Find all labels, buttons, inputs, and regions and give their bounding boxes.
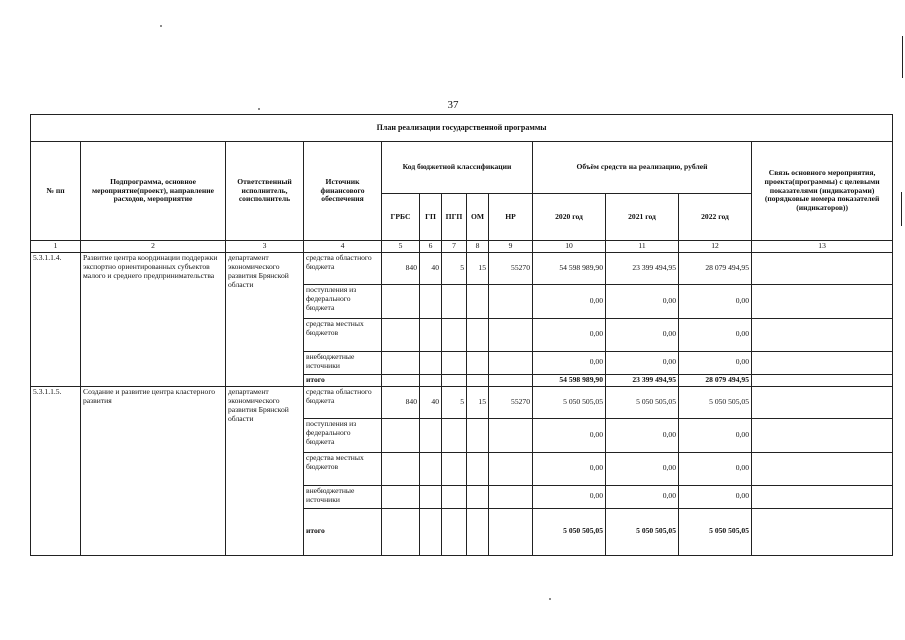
cell-om bbox=[467, 452, 489, 485]
activity-name: Создание и развитие центра кластерного развития bbox=[81, 386, 226, 555]
funding-source: средства местных бюджетов bbox=[304, 452, 382, 485]
activity-name: Развитие центра координации поддержки экспортно ориентированных субъектов малого и среднего предпринимательства bbox=[81, 252, 226, 386]
cell-pgp bbox=[442, 318, 467, 351]
column-number: 7 bbox=[442, 241, 467, 253]
header-volume: Объём средств на реализацию, рублей bbox=[533, 142, 752, 194]
cell-nr bbox=[489, 374, 533, 386]
cell-nr bbox=[489, 452, 533, 485]
cell-grbs: 840 bbox=[382, 386, 420, 418]
scan-edge-mark bbox=[902, 36, 903, 78]
cell-2020: 54 598 989,90 bbox=[533, 252, 606, 284]
header-budget-code: Код бюджетной классификации bbox=[382, 142, 533, 194]
column-number: 9 bbox=[489, 241, 533, 253]
cell-grbs bbox=[382, 508, 420, 555]
column-number: 2 bbox=[81, 241, 226, 253]
funding-source: внебюджетные источники bbox=[304, 351, 382, 374]
cell-2020: 54 598 989,90 bbox=[533, 374, 606, 386]
table-title: План реализации государственной программы bbox=[31, 115, 893, 142]
column-number: 11 bbox=[606, 241, 679, 253]
funding-source: средства областного бюджета bbox=[304, 386, 382, 418]
cell-gp bbox=[420, 452, 442, 485]
cell-2022: 0,00 bbox=[679, 284, 752, 318]
cell-2021: 0,00 bbox=[606, 452, 679, 485]
cell-indicator-link bbox=[752, 351, 893, 374]
cell-grbs: 840 bbox=[382, 252, 420, 284]
cell-nr bbox=[489, 351, 533, 374]
funding-source: внебюджетные источники bbox=[304, 485, 382, 508]
cell-indicator-link bbox=[752, 485, 893, 508]
table-row bbox=[31, 252, 893, 284]
funding-source: поступления из федерального бюджета bbox=[304, 284, 382, 318]
cell-2020: 0,00 bbox=[533, 418, 606, 452]
cell-2020: 0,00 bbox=[533, 485, 606, 508]
cell-indicator-link bbox=[752, 386, 893, 418]
cell-nr bbox=[489, 418, 533, 452]
cell-2020: 5 050 505,05 bbox=[533, 508, 606, 555]
cell-grbs bbox=[382, 318, 420, 351]
responsible-executor: департамент экономического развития Брянской области bbox=[226, 386, 304, 555]
column-number: 13 bbox=[752, 241, 893, 253]
cell-indicator-link bbox=[752, 284, 893, 318]
cell-gp bbox=[420, 318, 442, 351]
cell-pgp bbox=[442, 508, 467, 555]
cell-2021: 0,00 bbox=[606, 351, 679, 374]
cell-2021: 0,00 bbox=[606, 485, 679, 508]
column-number: 5 bbox=[382, 241, 420, 253]
header-num: № пп bbox=[31, 142, 81, 241]
cell-pgp bbox=[442, 452, 467, 485]
cell-gp: 40 bbox=[420, 252, 442, 284]
funding-source: поступления из федерального бюджета bbox=[304, 418, 382, 452]
header-pgp: ПГП bbox=[442, 194, 467, 241]
column-number: 4 bbox=[304, 241, 382, 253]
cell-nr bbox=[489, 318, 533, 351]
cell-indicator-link bbox=[752, 508, 893, 555]
scan-speck bbox=[258, 108, 260, 110]
cell-gp bbox=[420, 508, 442, 555]
cell-om bbox=[467, 318, 489, 351]
cell-gp bbox=[420, 351, 442, 374]
cell-2022: 28 079 494,95 bbox=[679, 374, 752, 386]
cell-2022: 0,00 bbox=[679, 452, 752, 485]
table-row bbox=[31, 386, 893, 418]
header-responsible: Ответственный исполнитель, соисполнитель bbox=[226, 142, 304, 241]
cell-2022: 0,00 bbox=[679, 485, 752, 508]
cell-2020: 0,00 bbox=[533, 351, 606, 374]
scan-edge-mark bbox=[901, 192, 902, 226]
header-link: Связь основного мероприятия, проекта(программы) с целевыми показателями (индикаторами) (порядковые номера показателей (индикаторов)) bbox=[752, 142, 893, 241]
scan-speck bbox=[549, 598, 551, 600]
cell-nr: 55270 bbox=[489, 386, 533, 418]
cell-pgp bbox=[442, 485, 467, 508]
header-gp: ГП bbox=[420, 194, 442, 241]
cell-nr: 55270 bbox=[489, 252, 533, 284]
cell-2022: 0,00 bbox=[679, 351, 752, 374]
row-number: 5.3.1.1.5. bbox=[31, 386, 81, 555]
cell-grbs bbox=[382, 351, 420, 374]
cell-2020: 5 050 505,05 bbox=[533, 386, 606, 418]
cell-pgp: 5 bbox=[442, 386, 467, 418]
funding-source: средства местных бюджетов bbox=[304, 318, 382, 351]
header-2022: 2022 год bbox=[679, 194, 752, 241]
plan-table bbox=[30, 114, 893, 556]
cell-pgp bbox=[442, 351, 467, 374]
cell-indicator-link bbox=[752, 418, 893, 452]
total-label: итого bbox=[304, 508, 382, 555]
column-number: 10 bbox=[533, 241, 606, 253]
cell-om bbox=[467, 284, 489, 318]
cell-pgp bbox=[442, 284, 467, 318]
cell-2022: 28 079 494,95 bbox=[679, 252, 752, 284]
column-number: 6 bbox=[420, 241, 442, 253]
cell-gp bbox=[420, 418, 442, 452]
cell-grbs bbox=[382, 485, 420, 508]
header-2021: 2021 год bbox=[606, 194, 679, 241]
cell-2021: 0,00 bbox=[606, 418, 679, 452]
cell-indicator-link bbox=[752, 318, 893, 351]
cell-om bbox=[467, 508, 489, 555]
cell-gp: 40 bbox=[420, 386, 442, 418]
cell-gp bbox=[420, 284, 442, 318]
cell-grbs bbox=[382, 452, 420, 485]
cell-om: 15 bbox=[467, 386, 489, 418]
cell-pgp bbox=[442, 418, 467, 452]
responsible-executor: департамент экономического развития Брянской области bbox=[226, 252, 304, 386]
cell-nr bbox=[489, 508, 533, 555]
cell-2020: 0,00 bbox=[533, 452, 606, 485]
column-number: 3 bbox=[226, 241, 304, 253]
cell-nr bbox=[489, 284, 533, 318]
cell-om: 15 bbox=[467, 252, 489, 284]
header-nr: НР bbox=[489, 194, 533, 241]
header-source: Источник финансового обеспечения bbox=[304, 142, 382, 241]
scan-speck bbox=[160, 25, 162, 27]
cell-grbs bbox=[382, 284, 420, 318]
cell-om bbox=[467, 485, 489, 508]
header-subprogram: Подпрограмма, основное мероприятие(проект), направление расходов, мероприятие bbox=[81, 142, 226, 241]
cell-2021: 5 050 505,05 bbox=[606, 508, 679, 555]
header-om: ОМ bbox=[467, 194, 489, 241]
cell-2022: 5 050 505,05 bbox=[679, 386, 752, 418]
column-number: 8 bbox=[467, 241, 489, 253]
cell-pgp bbox=[442, 374, 467, 386]
funding-source: средства областного бюджета bbox=[304, 252, 382, 284]
cell-2020: 0,00 bbox=[533, 318, 606, 351]
cell-om bbox=[467, 351, 489, 374]
cell-nr bbox=[489, 485, 533, 508]
cell-2022: 5 050 505,05 bbox=[679, 508, 752, 555]
cell-2021: 23 399 494,95 bbox=[606, 252, 679, 284]
cell-2022: 0,00 bbox=[679, 418, 752, 452]
cell-grbs bbox=[382, 374, 420, 386]
column-number: 1 bbox=[31, 241, 81, 253]
cell-2021: 23 399 494,95 bbox=[606, 374, 679, 386]
cell-pgp: 5 bbox=[442, 252, 467, 284]
cell-2020: 0,00 bbox=[533, 284, 606, 318]
page-number: 37 bbox=[447, 99, 459, 111]
cell-2021: 5 050 505,05 bbox=[606, 386, 679, 418]
cell-om bbox=[467, 374, 489, 386]
cell-indicator-link bbox=[752, 252, 893, 284]
header-grbs: ГРБС bbox=[382, 194, 420, 241]
cell-2022: 0,00 bbox=[679, 318, 752, 351]
cell-2021: 0,00 bbox=[606, 284, 679, 318]
cell-gp bbox=[420, 374, 442, 386]
row-number: 5.3.1.1.4. bbox=[31, 252, 81, 386]
total-label: итого bbox=[304, 374, 382, 386]
cell-gp bbox=[420, 485, 442, 508]
cell-2021: 0,00 bbox=[606, 318, 679, 351]
column-number: 12 bbox=[679, 241, 752, 253]
cell-indicator-link bbox=[752, 374, 893, 386]
cell-om bbox=[467, 418, 489, 452]
header-2020: 2020 год bbox=[533, 194, 606, 241]
cell-grbs bbox=[382, 418, 420, 452]
cell-indicator-link bbox=[752, 452, 893, 485]
